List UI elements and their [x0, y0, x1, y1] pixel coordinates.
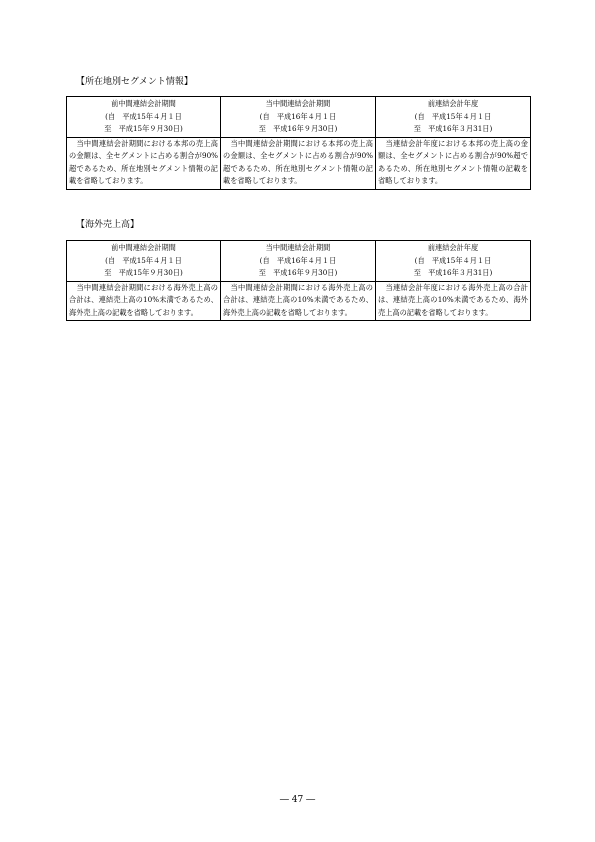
table-header-row [67, 97, 531, 138]
period-from: (自 平成15年４月１日 [105, 111, 182, 121]
period-to: 至 平成16年９月30日) [258, 268, 338, 277]
table-cell [376, 281, 531, 321]
period-label: 前連結会計年度 [427, 99, 479, 108]
column-header [376, 241, 531, 282]
period-label: 当中間連結会計期間 [265, 99, 331, 108]
period-from: (自 平成16年４月１日 [259, 111, 337, 121]
cell-text: 当連結会計年度における本邦の売上高の金額は、全セグメントに占める割合が90%超であるため、所在地別セグメント情報の記載を省略しております。 [378, 138, 528, 185]
period-from: (自 平成16年４月１日 [259, 255, 337, 265]
table-body-row [67, 281, 531, 321]
period-to: 至 平成16年９月30日) [258, 124, 338, 133]
section-title-segment-by-location: 【所在地別セグメント情報】 [76, 77, 193, 87]
period-from: (自 平成15年４月１日 [414, 255, 492, 265]
period-label: 前中間連結会計期間 [111, 243, 176, 252]
period-from: (自 平成15年４月１日 [414, 111, 492, 121]
cell-text: 当中間連結会計期間における海外売上高の合計は、連結売上高の10%未満であるため、海外売上高の記載を省略しております。 [69, 282, 218, 317]
period-from: (自 平成15年４月１日 [105, 255, 182, 265]
table-cell [67, 281, 221, 321]
period-to: 至 平成16年３月31日) [413, 124, 493, 133]
table-cell [67, 137, 221, 189]
table-cell [376, 137, 531, 189]
table-header-row [67, 241, 531, 282]
cell-text: 当中間連結会計期間における本邦の売上高の金額は、全セグメントに占める割合が90%超であるため、所在地別セグメント情報の記載を省略しております。 [223, 138, 373, 185]
column-header [221, 97, 376, 138]
cell-text: 当中間連結会計期間における海外売上高の合計は、連結売上高の10%未満であるため、海外売上高の記載を省略しております。 [223, 282, 373, 317]
table-cell [221, 137, 376, 189]
column-header [67, 241, 221, 282]
column-header [221, 241, 376, 282]
period-label: 当中間連結会計期間 [265, 243, 331, 252]
column-header [67, 97, 221, 138]
overseas-sales-table [66, 240, 531, 321]
period-to: 至 平成15年９月30日) [104, 268, 183, 277]
cell-text: 当連結会計年度における海外売上高の合計は、連結売上高の10%未満であるため、海外売上高の記載を省略しております。 [378, 282, 528, 317]
period-label: 前中間連結会計期間 [111, 99, 176, 108]
cell-text: 当中間連結会計期間における本邦の売上高の金額は、全セグメントに占める割合が90%超であるため、所在地別セグメント情報の記載を省略しております。 [69, 138, 218, 185]
section-title-overseas-sales: 【海外売上高】 [76, 220, 140, 230]
period-to: 至 平成15年９月30日) [104, 124, 183, 133]
table-cell [221, 281, 376, 321]
table-body-row [67, 137, 531, 189]
period-to: 至 平成16年３月31日) [413, 268, 493, 277]
segment-by-location-table [66, 96, 531, 190]
period-label: 前連結会計年度 [427, 243, 479, 252]
column-header [376, 97, 531, 138]
page-number: ― 47 ― [279, 795, 316, 805]
